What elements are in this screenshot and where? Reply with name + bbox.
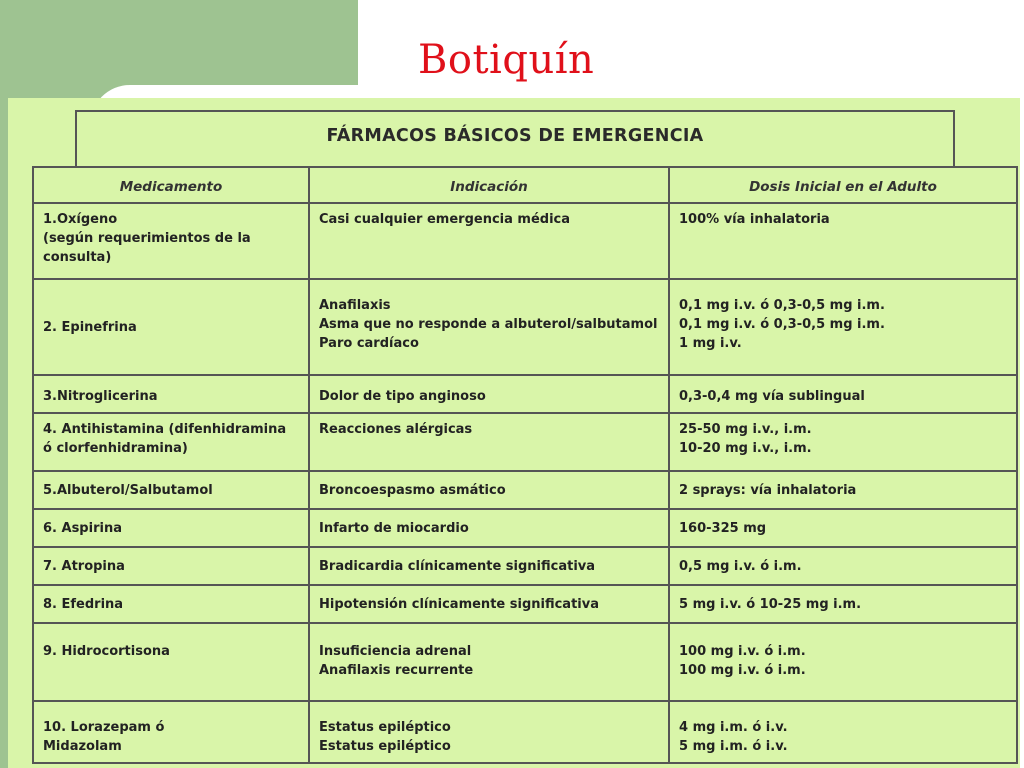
medication-cell: 5.Albuterol/Salbutamol (33, 471, 309, 509)
indication-cell: Anafilaxis Asma que no responde a albuterol/salbutamol Paro cardíaco (309, 279, 669, 375)
table-header-row (33, 167, 1017, 203)
indication-cell: Dolor de tipo anginoso (309, 375, 669, 413)
slide-title: Botiquín (418, 37, 595, 83)
medication-cell: 3.Nitroglicerina (33, 375, 309, 413)
medication-cell: 2. Epinefrina (33, 279, 309, 375)
dose-cell: 25-50 mg i.v., i.m. 10-20 mg i.v., i.m. (669, 413, 1017, 471)
dose-cell: 4 mg i.m. ó i.v. 5 mg i.m. ó i.v. (669, 701, 1017, 763)
dose-cell: 100% vía inhalatoria (669, 203, 1017, 279)
table-panel (8, 98, 1020, 768)
table-row (33, 547, 1017, 585)
indication-cell: Hipotensión clínicamente significativa (309, 585, 669, 623)
dose-cell: 0,1 mg i.v. ó 0,3-0,5 mg i.m. 0,1 mg i.v. ó 0,3-0,5 mg i.m. 1 mg i.v. (669, 279, 1017, 375)
table-row (33, 279, 1017, 375)
medication-cell: 4. Antihistamina (difenhidramina ó clorfenhidramina) (33, 413, 309, 471)
medication-cell: 8. Efedrina (33, 585, 309, 623)
table-row (33, 203, 1017, 279)
column-header-dosis: Dosis Inicial en el Adulto (669, 167, 1017, 203)
indication-cell: Insuficiencia adrenal Anafilaxis recurrente (309, 623, 669, 701)
indication-cell: Bradicardia clínicamente significativa (309, 547, 669, 585)
column-header-indicacion: Indicación (309, 167, 669, 203)
dose-cell: 160-325 mg (669, 509, 1017, 547)
indication-cell: Infarto de miocardio (309, 509, 669, 547)
table-row (33, 375, 1017, 413)
medication-cell: 9. Hidrocortisona (33, 623, 309, 701)
medication-cell: 6. Aspirina (33, 509, 309, 547)
column-header-medicamento: Medicamento (33, 167, 309, 203)
table-heading: FÁRMACOS BÁSICOS DE EMERGENCIA (326, 126, 704, 146)
dose-cell: 0,3-0,4 mg vía sublingual (669, 375, 1017, 413)
table-row (33, 413, 1017, 471)
dose-cell: 100 mg i.v. ó i.m. 100 mg i.v. ó i.m. (669, 623, 1017, 701)
dose-cell: 5 mg i.v. ó 10-25 mg i.m. (669, 585, 1017, 623)
table-row (33, 471, 1017, 509)
table-row (33, 623, 1017, 701)
table-row (33, 585, 1017, 623)
dose-cell: 2 sprays: vía inhalatoria (669, 471, 1017, 509)
table-row (33, 701, 1017, 763)
indication-cell: Casi cualquier emergencia médica (309, 203, 669, 279)
medication-cell: 1.Oxígeno (según requerimientos de la consulta) (33, 203, 309, 279)
indication-cell: Estatus epiléptico Estatus epiléptico (309, 701, 669, 763)
indication-cell: Broncoespasmo asmático (309, 471, 669, 509)
medication-cell: 7. Atropina (33, 547, 309, 585)
table-heading-box (75, 110, 955, 166)
dose-cell: 0,5 mg i.v. ó i.m. (669, 547, 1017, 585)
indication-cell: Reacciones alérgicas (309, 413, 669, 471)
table-row (33, 509, 1017, 547)
drug-table (32, 166, 1018, 764)
medication-cell: 10. Lorazepam ó Midazolam (33, 701, 309, 763)
